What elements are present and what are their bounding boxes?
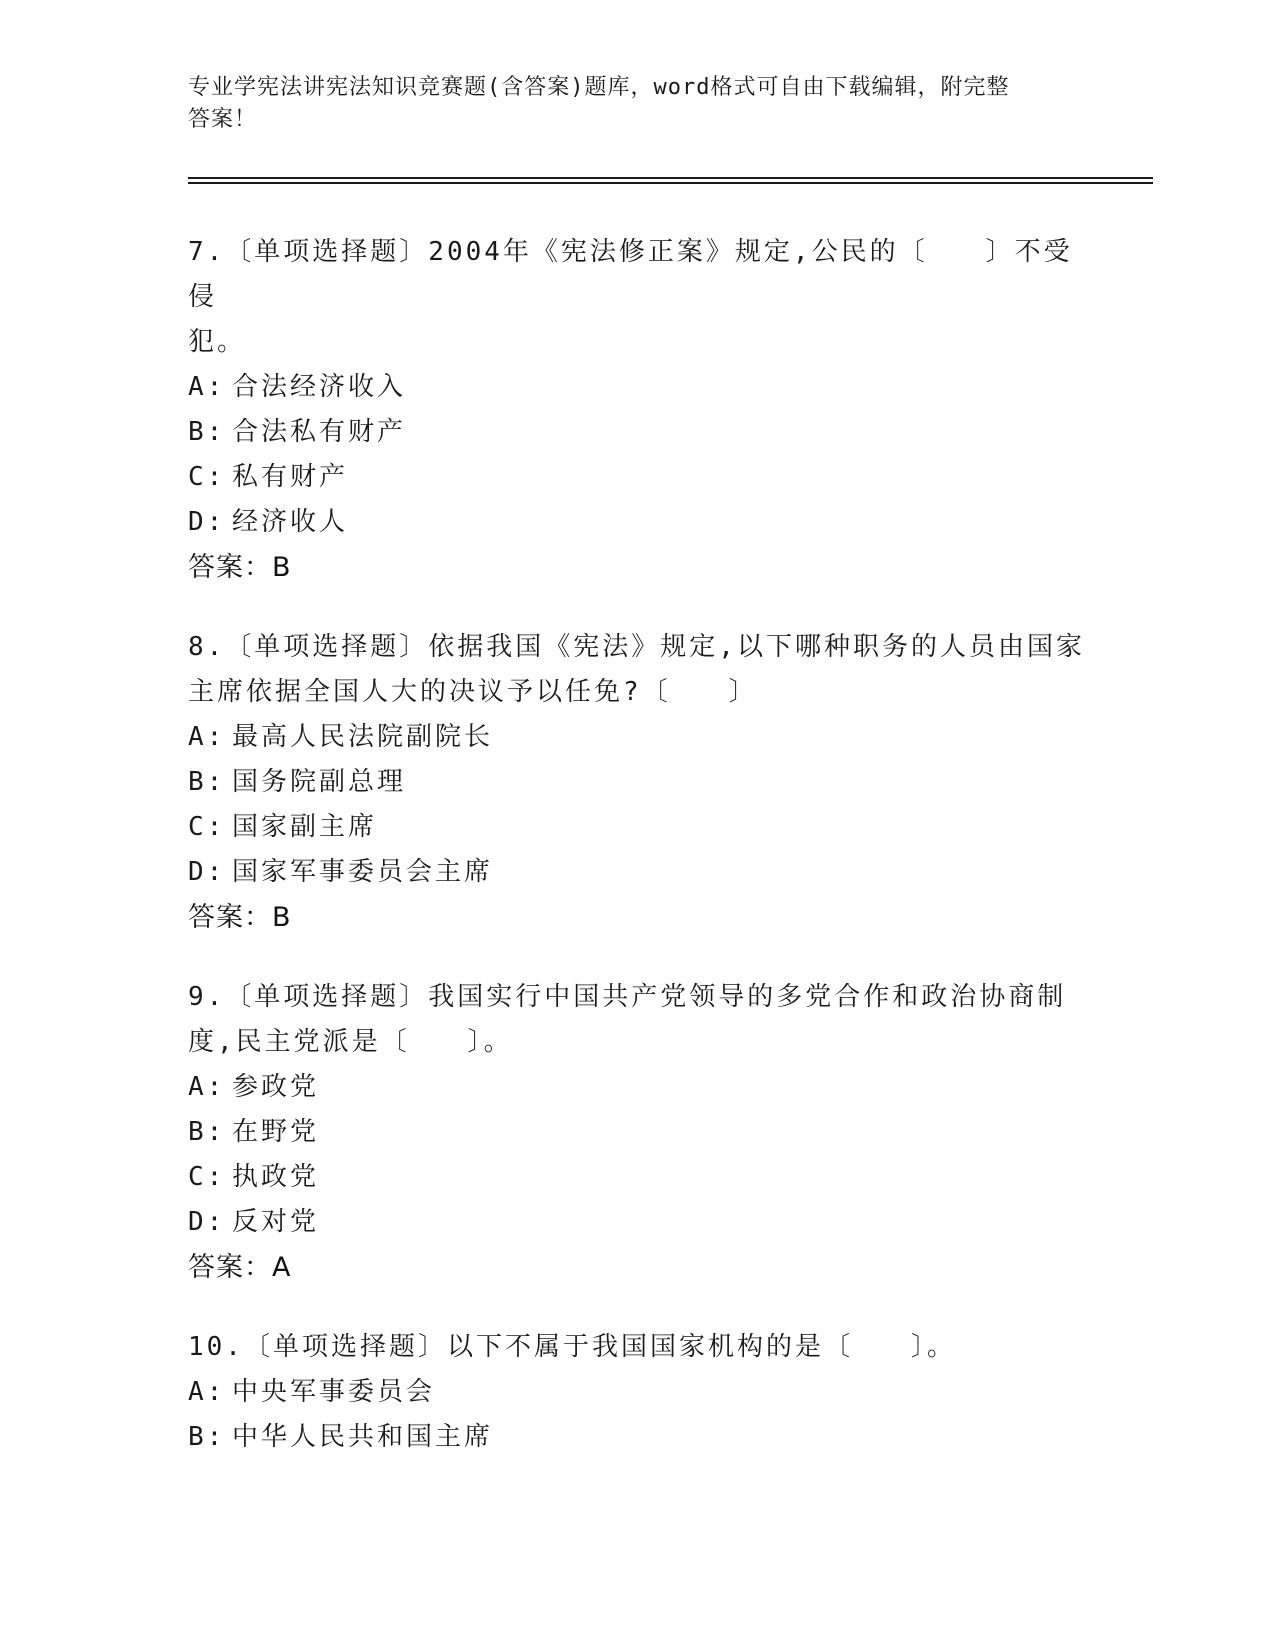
option-text: 合法经济收入 [232, 372, 407, 402]
option-key: D: [188, 507, 226, 537]
question-stem-line: 8.〔单项选择题〕依据我国《宪法》规定,以下哪种职务的人员由国家 [188, 632, 1085, 662]
answer-line: 答案：B [188, 552, 292, 583]
option-text: 执政党 [232, 1162, 320, 1192]
option-a [188, 715, 1088, 760]
question-stem-line: 10.〔单项选择题〕以下不属于我国国家机构的是〔 〕。 [188, 1332, 956, 1362]
document-header [188, 72, 1068, 136]
answer-line: 答案：A [188, 1252, 292, 1283]
option-key: C: [188, 462, 226, 492]
question-stem-line: 7.〔单项选择题〕2004年《宪法修正案》规定,公民的〔 〕不受侵 [188, 237, 1073, 312]
question-8 [188, 625, 1088, 941]
question-stem-line: 9.〔单项选择题〕我国实行中国共产党领导的多党合作和政治协商制 [188, 982, 1067, 1012]
option-key: C: [188, 1162, 226, 1192]
option-key: D: [188, 857, 226, 887]
option-text: 私有财产 [232, 462, 349, 492]
question-7 [188, 230, 1088, 591]
option-a [188, 365, 1088, 410]
option-text: 合法私有财产 [232, 417, 407, 447]
option-text: 最高人民法院副院长 [232, 722, 494, 752]
option-d [188, 1200, 1088, 1245]
option-key: A: [188, 1072, 226, 1102]
option-b [188, 760, 1088, 805]
option-c [188, 1155, 1088, 1200]
question-9 [188, 975, 1088, 1291]
header-line-2: 答案！ [188, 107, 258, 132]
option-key: D: [188, 1207, 226, 1237]
header-divider-top [188, 177, 1153, 179]
option-b [188, 1415, 1088, 1460]
option-text: 中华人民共和国主席 [232, 1422, 494, 1452]
option-a [188, 1370, 1088, 1415]
option-key: B: [188, 417, 226, 447]
option-b [188, 1110, 1088, 1155]
option-key: A: [188, 1377, 226, 1407]
option-text: 反对党 [232, 1207, 320, 1237]
option-text: 国家军事委员会主席 [232, 857, 494, 887]
option-key: A: [188, 722, 226, 752]
option-d [188, 500, 1088, 545]
option-c [188, 455, 1088, 500]
question-10 [188, 1325, 1088, 1460]
header-line-1: 专业学宪法讲宪法知识竞赛题(含答案)题库，word格式可自由下载编辑，附完整 [188, 75, 1010, 100]
question-stem-line: 主席依据全国人大的决议予以任免?〔 〕 [188, 677, 758, 707]
option-key: B: [188, 1117, 226, 1147]
option-text: 参政党 [232, 1072, 320, 1102]
option-c [188, 805, 1088, 850]
question-list [188, 230, 1088, 1494]
question-stem-line: 度,民主党派是〔 〕。 [188, 1027, 513, 1057]
option-key: C: [188, 812, 226, 842]
option-a [188, 1065, 1088, 1110]
option-b [188, 410, 1088, 455]
answer-line: 答案：B [188, 902, 292, 933]
option-key: B: [188, 1422, 226, 1452]
option-text: 国家副主席 [232, 812, 378, 842]
option-key: B: [188, 767, 226, 797]
question-stem-line: 犯。 [188, 327, 247, 357]
option-text: 在野党 [232, 1117, 320, 1147]
header-divider-bottom [188, 182, 1153, 184]
option-key: A: [188, 372, 226, 402]
option-text: 国务院副总理 [232, 767, 407, 797]
option-text: 中央军事委员会 [232, 1377, 436, 1407]
option-text: 经济收人 [232, 507, 349, 537]
option-d [188, 850, 1088, 895]
